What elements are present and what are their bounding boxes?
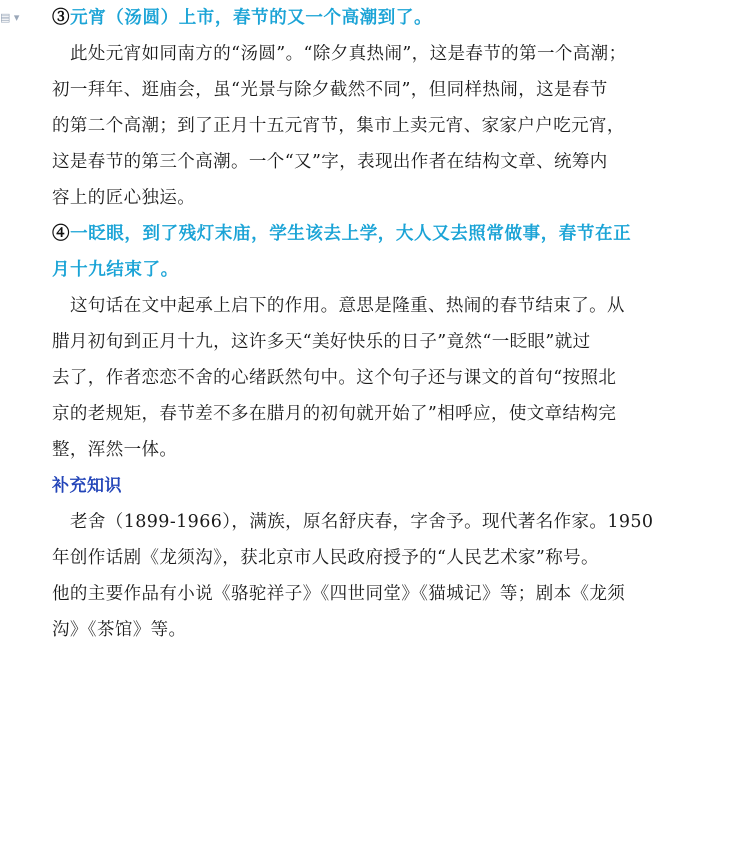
heading-4: [52, 216, 692, 288]
paragraph-line: 去了，作者恋恋不舍的心绪跃然句中。这个句子还与课文的首句“按照北: [52, 368, 617, 388]
paragraph-line: 老舍（1899-1966），满族，原名舒庆春，字舍予。现代著名作家。1950: [70, 512, 654, 532]
paragraph-line: 容上的匠心独运。: [52, 188, 196, 208]
supplement-title: 补充知识: [52, 476, 122, 496]
document-page: [52, 0, 692, 648]
paragraph-line: 整，浑然一体。: [52, 440, 178, 460]
paragraph-4: [52, 288, 692, 468]
paragraph-line: 此处元宵如同南方的“汤圆”。“除夕真热闹”，这是春节的第一个高潮；: [70, 44, 627, 64]
paragraph-line: 初一拜年、逛庙会，虽“光景与除夕截然不同”，但同样热闹，这是春节: [52, 80, 608, 100]
heading-4-line-1: 一眨眼，到了残灯末庙，学生该去上学，大人又去照常做事，春节在正: [70, 224, 632, 244]
heading-3-number: ③: [52, 8, 71, 28]
heading-4-line-2: 月十九结束了。: [52, 260, 179, 280]
paragraph-3: [52, 36, 692, 216]
paragraph-line: 腊月初旬到正月十九，这许多天“美好快乐的日子”竟然“一眨眼”就过: [52, 332, 591, 352]
heading-3: [52, 0, 692, 36]
heading-4-number: ④: [52, 224, 71, 244]
document-anchor-icon[interactable]: ▤ ▾: [0, 11, 20, 24]
paragraph-line: 沟》《茶馆》等。: [52, 620, 187, 640]
supplement-paragraph: [52, 504, 692, 648]
heading-3-text: 元宵（汤圆）上市，春节的又一个高潮到了。: [70, 8, 433, 28]
paragraph-line: 这是春节的第三个高潮。一个“又”字，表现出作者在结构文章、统筹内: [52, 152, 608, 172]
paragraph-line: 年创作话剧《龙须沟》，获北京市人民政府授予的“人民艺术家”称号。: [52, 548, 599, 568]
paragraph-line: 这句话在文中起承上启下的作用。意思是隆重、热闹的春节结束了。从: [70, 296, 625, 316]
paragraph-line: 京的老规矩，春节差不多在腊月的初旬就开始了”相呼应，使文章结构完: [52, 404, 617, 424]
paragraph-line: 的第二个高潮；到了正月十五元宵节，集市上卖元宵、家家户户吃元宵，: [52, 116, 625, 136]
paragraph-line: 他的主要作品有小说《骆驼祥子》《四世同堂》《猫城记》等；剧本《龙须: [52, 584, 626, 604]
